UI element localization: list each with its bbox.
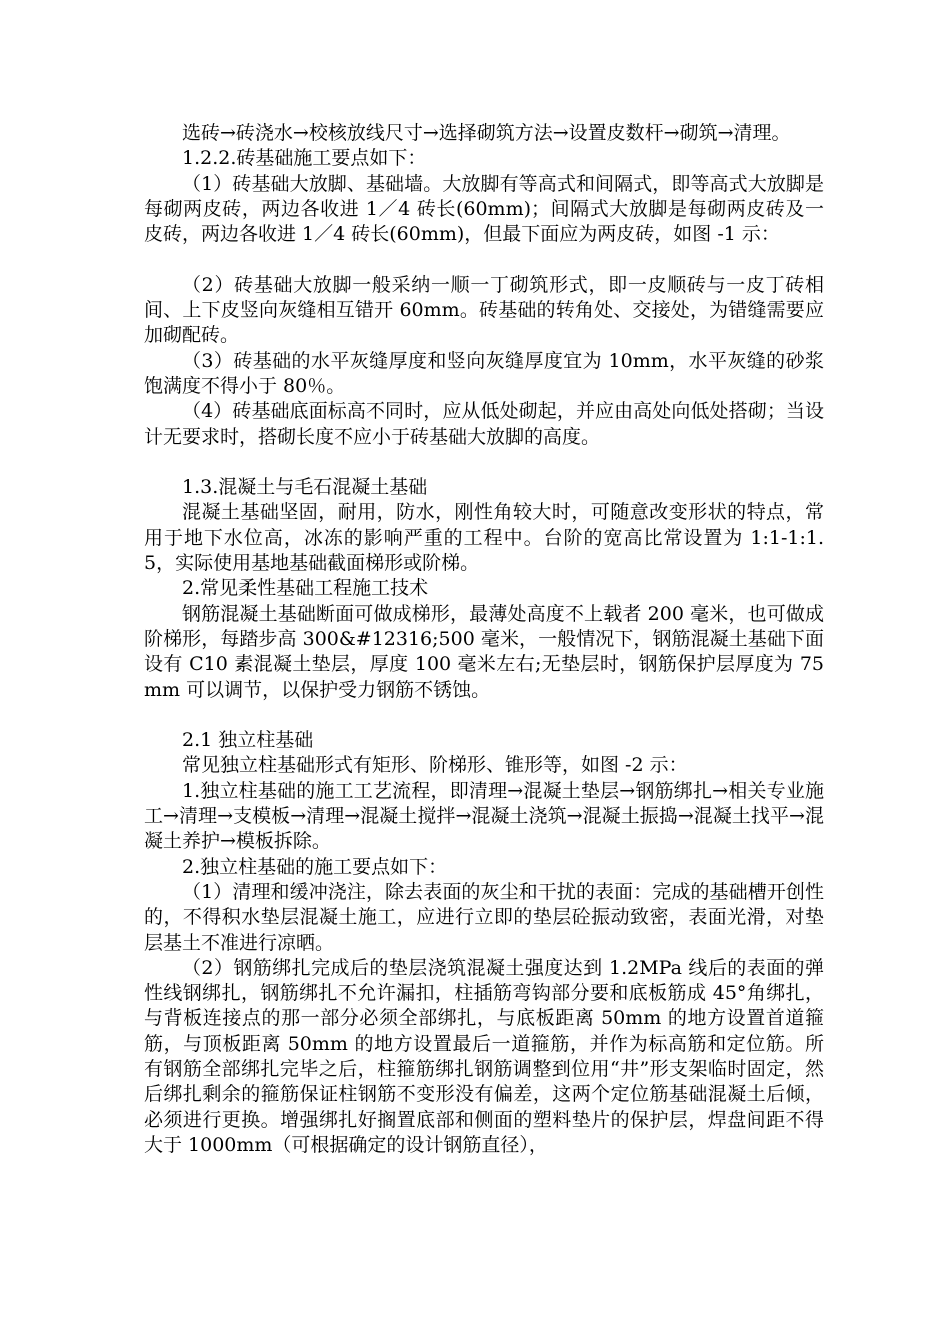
paragraph-item-4: （4）砖基础底面标高不同时，应从低处砌起，并应由高处向低处搭砌；当设计无要求时，搭砌长度不应小于砖基础大放脚的高度。 <box>144 400 824 448</box>
heading-2: 2.常见柔性基础工程施工技术 <box>182 577 429 600</box>
section-gap-2 <box>144 703 824 728</box>
paragraph-concrete-foundation: 混凝土基础坚固，耐用，防水，刚性角较大时，可随意改变形状的特点，常用于地下水位高，冰冻的影响严重的工程中。台阶的宽高比常设置为 1:1-1:1.5，实际使用基地基础截面梯形或阶梯。 <box>144 501 824 575</box>
heading-column-points: 2.独立柱基础的施工要点如下： <box>182 855 448 878</box>
paragraph-item-2: （2）砖基础大放脚一般采纳一顺一丁砌筑形式，即一皮顺砖与一皮丁砖相间、上下皮竖向灰缝相互错开 60mm。砖基础的转角处、交接处，为错缝需要应加砌配砖。 <box>144 273 824 347</box>
paragraph-reinforced-foundation: 钢筋混凝土基础断面可做成梯形，最薄处高度不上载者 200 毫米，也可做成阶梯形，每踏步高 300&#12316;500 毫米，一般情况下，钢筋混凝土基础下面设有 C10 素混凝土垫层，厚度 100 毫米左右;无垫层时，钢筋保护层厚度为 75mm 可以调节，以保护受力钢筋不锈蚀。 <box>144 602 824 701</box>
paragraph-process-flow: 选砖→砖浇水→校核放线尺寸→选择砌筑方法→设置皮数杆→砌筑→清理。 <box>182 122 791 144</box>
paragraph-column-item-2: （2）钢筋绑扎完成后的垫层浇筑混凝土强度达到 1.2MPa 线后的表面的弹性线钢绑扎，钢筋绑扎不允许漏扣，柱插筋弯钩部分要和底板筋成 45°角绑扎，与背板连接点的那一部分必须全部绑扎，与底板距离 50mm 的地方设置首道箍筋，与顶板距离 50mm 的地方设置最后一道箍筋，并作为标高筋和定位筋。所有钢筋全部绑扎完毕之后，柱箍筋绑扎钢筋调整到位用“井”形支架临时固定，然后绑扎剩余的箍筋保证柱钢筋不变形没有偏差，这两个定位筋基础混凝土后倾，必须进行更换。增强绑扎好搁置底部和侧面的塑料垫片的保护层，焊盘间距不得大于 1000mm（可根据确定的设计钢筋直径）， <box>144 956 824 1156</box>
heading-1-3: 1.3.混凝土与毛石混凝土基础 <box>182 476 428 499</box>
paragraph-column-item-1: （1）清理和缓冲浇注，除去表面的灰尘和干扰的表面：完成的基础槽开创性的，不得积水垫层混凝土施工，应进行立即的垫层砼振动致密，表面光滑，对垫层基土不准进行凉晒。 <box>144 880 824 954</box>
figure-1-gap <box>144 247 824 272</box>
paragraph-item-3: （3）砖基础的水平灰缝厚度和竖向灰缝厚度宜为 10mm，水平灰缝的砂浆饱满度不得小于 80％。 <box>144 349 824 397</box>
heading-1-2-2: 1.2.2.砖基础施工要点如下： <box>182 147 427 170</box>
section-gap-1 <box>144 450 824 475</box>
paragraph-column-forms: 常见独立柱基础形式有矩形、阶梯形、锥形等，如图 -2 示： <box>182 754 688 777</box>
heading-2-1: 2.1 独立柱基础 <box>182 729 314 752</box>
paragraph-column-process: 1.独立柱基础的施工工艺流程，即清理→混凝土垫层→钢筋绑扎→相关专业施工→清理→支模板→清理→混凝土搅拌→混凝土浇筑→混凝土振捣→混凝土找平→混凝土养护→模板拆除。 <box>144 779 824 853</box>
document-body <box>144 121 824 1158</box>
paragraph-item-1: （1）砖基础大放脚、基础墙。大放脚有等高式和间隔式，即等高式大放脚是每砌两皮砖，两边各收进 1／4 砖长(60mm)；间隔式大放脚是每砌两皮砖及一皮砖，两边各收进 1／4 砖长(60mm)，但最下面应为两皮砖，如图 -1 示： <box>144 172 824 246</box>
